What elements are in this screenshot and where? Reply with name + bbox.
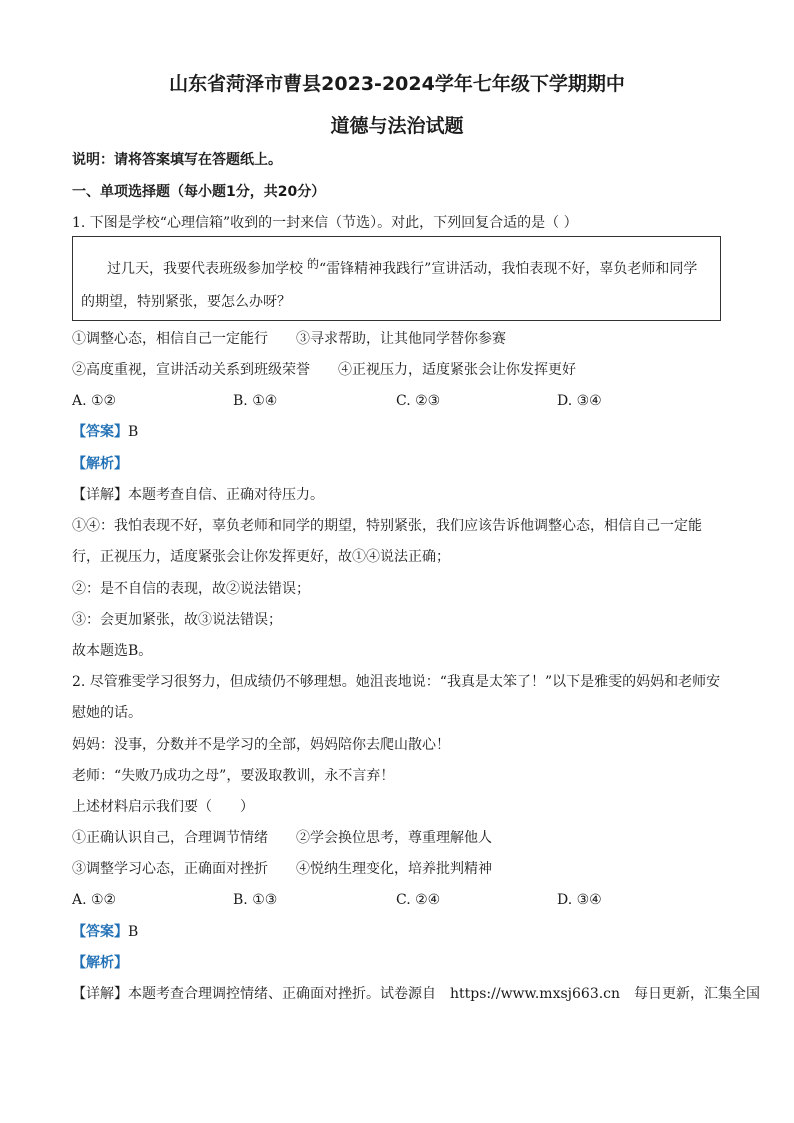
q1-letter-box [72, 236, 721, 321]
q1-detail [72, 486, 324, 504]
q2-answer [72, 923, 138, 941]
detail-text: 本题考查合理调控情绪、正确面对挫折。试卷源自 https://www.mxsj663.cn 每日更新，汇集全国 [128, 986, 761, 1002]
q2-analysis [72, 954, 128, 972]
q2-stem-2: 慰她的话。 [72, 705, 142, 721]
q1-explanation-3: ③：会更加紧张，故③说法错误； [72, 612, 282, 628]
q2-option-a: A. ①② [72, 892, 117, 908]
answer-value: B [128, 424, 139, 440]
detail-text: 本题考查自信、正确对待压力。 [128, 487, 324, 503]
q1-conclusion: 故本题选B。 [72, 643, 153, 659]
q1-explanation-2: ②：是不自信的表现，故②说法错误； [72, 581, 310, 597]
q2-teacher-quote: 老师：“失败乃成功之母”，要汲取教训，永不言弃！ [72, 768, 395, 784]
section-heading: 一、单项选择题（每小题1分，共20分） [72, 184, 326, 200]
q2-prompt: 上述材料启示我们要（ ） [72, 799, 254, 815]
detail-label: 【详解】 [72, 986, 128, 1002]
q1-letter-text-1a: 过几天，我要代表班级参加学校 [107, 261, 303, 277]
q1-option-c: C. ②③ [396, 393, 441, 409]
answer-value: B [128, 924, 139, 940]
q1-statements-1: ①调整心态，相信自己一定能行 ③寻求帮助，让其他同学替你参赛 [72, 331, 506, 347]
detail-label: 【详解】 [72, 487, 128, 503]
q2-option-d: D. ③④ [557, 892, 602, 908]
q1-option-b: B. ①④ [233, 393, 278, 409]
q1-explanation-1a: ①④：我怕表现不好，辜负老师和同学的期望，特别紧张，我们应该告诉他调整心态，相信自己一定能 [72, 518, 702, 534]
q1-answer [72, 423, 138, 441]
answer-label: 【答案】 [72, 424, 128, 440]
page-title: 山东省菏泽市曹县2023-2024学年七年级下学期期中 [169, 73, 625, 95]
q1-letter-text-1c: “雷锋精神我践行”宣讲活动，我怕表现不好，辜负老师和同学 [319, 261, 698, 277]
q2-option-b: B. ①③ [233, 892, 278, 908]
q1-explanation-1b: 行，正视压力，适度紧张会让你发挥更好，故①④说法正确； [72, 549, 450, 565]
q2-option-c: C. ②④ [396, 892, 441, 908]
page-subtitle: 道德与法治试题 [330, 115, 464, 137]
q1-letter-text-1b: 的 [307, 257, 320, 271]
q1-option-d: D. ③④ [557, 393, 602, 409]
q1-statements-2: ②高度重视，宣讲活动关系到班级荣誉 ④正视压力，适度紧张会让你发挥更好 [72, 362, 576, 378]
q2-statements-1: ①正确认识自己，合理调节情绪 ②学会换位思考，尊重理解他人 [72, 830, 492, 846]
q1-analysis [72, 455, 128, 473]
q1-letter-text-2: 的期望，特别紧张，要怎么办呀？ [81, 294, 291, 310]
instruction-note: 说明：请将答案填写在答题纸上。 [72, 152, 282, 168]
q2-stem-1: 2. 尽管雅雯学习很努力，但成绩仍不够理想。她沮丧地说：“我真是太笨了！”以下是雅雯的妈妈和老师安 [72, 674, 721, 690]
answer-label: 【答案】 [72, 924, 128, 940]
analysis-label: 【解析】 [72, 955, 128, 971]
analysis-label: 【解析】 [72, 456, 128, 472]
q2-detail [72, 985, 760, 1003]
q2-mom-quote: 妈妈：没事，分数并不是学习的全部，妈妈陪你去爬山散心！ [72, 737, 450, 753]
q1-stem: 1. 下图是学校“心理信箱”收到的一封来信（节选）。对此，下列回复合适的是（ ） [72, 215, 578, 231]
q2-statements-2: ③调整学习心态，正确面对挫折 ④悦纳生理变化，培养批判精神 [72, 861, 492, 877]
q1-option-a: A. ①② [72, 393, 117, 409]
